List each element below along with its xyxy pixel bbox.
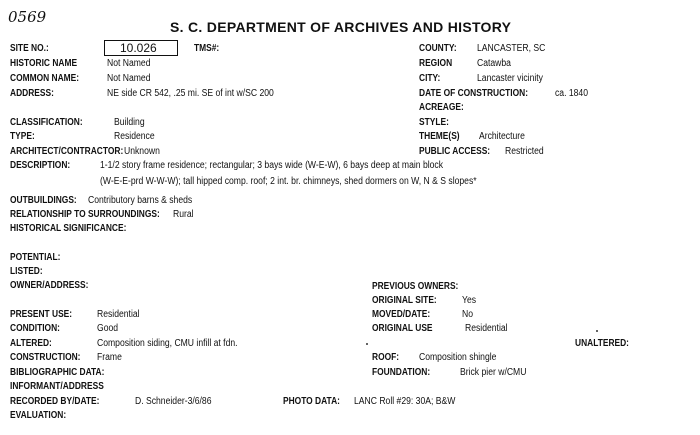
county-label: COUNTY: [419,43,457,54]
original-site-value: Yes [462,295,477,306]
classification-label: CLASSIFICATION: [10,117,83,128]
historic-name-value: Not Named [107,58,151,69]
altered-value: Composition siding, CMU infill at fdn. [97,338,238,349]
scan-speck [596,330,598,332]
classification-value: Building [114,117,145,128]
type-label: TYPE: [10,131,35,142]
foundation-label: FOUNDATION: [372,367,431,378]
architect-label: ARCHITECT/CONTRACTOR: [10,146,124,157]
date-of-construction-label: DATE OF CONSTRUCTION: [419,88,529,99]
foundation-value: Brick pier w/CMU [460,367,527,378]
date-of-construction-value: ca. 1840 [555,88,589,99]
description-label: DESCRIPTION: [10,160,71,171]
roof-value: Composition shingle [419,352,497,363]
present-use-value: Residential [97,309,140,320]
style-label: STYLE: [419,117,449,128]
themes-value: Architecture [479,131,525,142]
historical-significance-label: HISTORICAL SIGNIFICANCE: [10,223,127,234]
public-access-value: Restricted [505,146,544,157]
evaluation-label: EVALUATION: [10,410,67,421]
altered-label: ALTERED: [10,338,52,349]
site-no-value: 10.026 [120,41,157,55]
construction-value: Frame [97,352,122,363]
city-value: Lancaster vicinity [477,73,543,84]
tms-label: TMS#: [194,43,220,54]
roof-label: ROOF: [372,352,400,363]
listed-label: LISTED: [10,266,43,277]
address-label: ADDRESS: [10,88,54,99]
county-value: LANCASTER, SC [477,43,546,54]
original-site-label: ORIGINAL SITE: [372,295,437,306]
public-access-label: PUBLIC ACCESS: [419,146,491,157]
recorded-by-label: RECORDED BY/DATE: [10,396,100,407]
condition-value: Good [97,323,119,334]
present-use-label: PRESENT USE: [10,309,73,320]
relationship-label: RELATIONSHIP TO SURROUNDINGS: [10,209,160,220]
owner-label: OWNER/ADDRESS: [10,280,89,291]
scan-speck [366,343,368,345]
construction-label: CONSTRUCTION: [10,352,81,363]
relationship-value: Rural [173,209,194,220]
original-use-value: Residential [465,323,508,334]
informant-label: INFORMANT/ADDRESS [10,381,104,392]
site-no-label: SITE NO.: [10,43,49,54]
original-use-label: ORIGINAL USE [372,323,433,334]
region-label: REGION [419,58,453,69]
potential-label: POTENTIAL: [10,252,61,263]
description-line-2: (W-E-E-prd W-W-W); tall hipped comp. roof; 2 int. br. chimneys, shed dormers on W, N & S slopes* [100,176,477,187]
description-line-1: 1-1/2 story frame residence; rectangular; 3 bays wide (W-E-W), 6 bays deep at main block [100,160,444,171]
recorded-by-value: D. Schneider-3/6/86 [135,396,212,407]
acreage-label: ACREAGE: [419,102,464,113]
condition-label: CONDITION: [10,323,60,334]
moved-date-label: MOVED/DATE: [372,309,431,320]
common-name-label: COMMON NAME: [10,73,80,84]
form-number: 0569 [8,8,47,26]
address-value: NE side CR 542, .25 mi. SE of int w/SC 200 [107,88,274,99]
themes-label: THEME(S) [419,131,460,142]
city-label: CITY: [419,73,441,84]
photo-data-label: PHOTO DATA: [283,396,340,407]
previous-owners-label: PREVIOUS OWNERS: [372,281,459,292]
photo-data-value: LANC Roll #29: 30A; B&W [354,396,456,407]
outbuildings-label: OUTBUILDINGS: [10,195,77,206]
page-title: S. C. DEPARTMENT OF ARCHIVES AND HISTORY [170,19,512,35]
common-name-value: Not Named [107,73,151,84]
historic-name-label: HISTORIC NAME [10,58,78,69]
architect-value: Unknown [124,146,160,157]
bibliographic-label: BIBLIOGRAPHIC DATA: [10,367,105,378]
unaltered-label: UNALTERED: [575,338,629,349]
region-value: Catawba [477,58,511,69]
moved-date-value: No [462,309,474,320]
outbuildings-value: Contributory barns & sheds [88,195,193,206]
type-value: Residence [114,131,155,142]
